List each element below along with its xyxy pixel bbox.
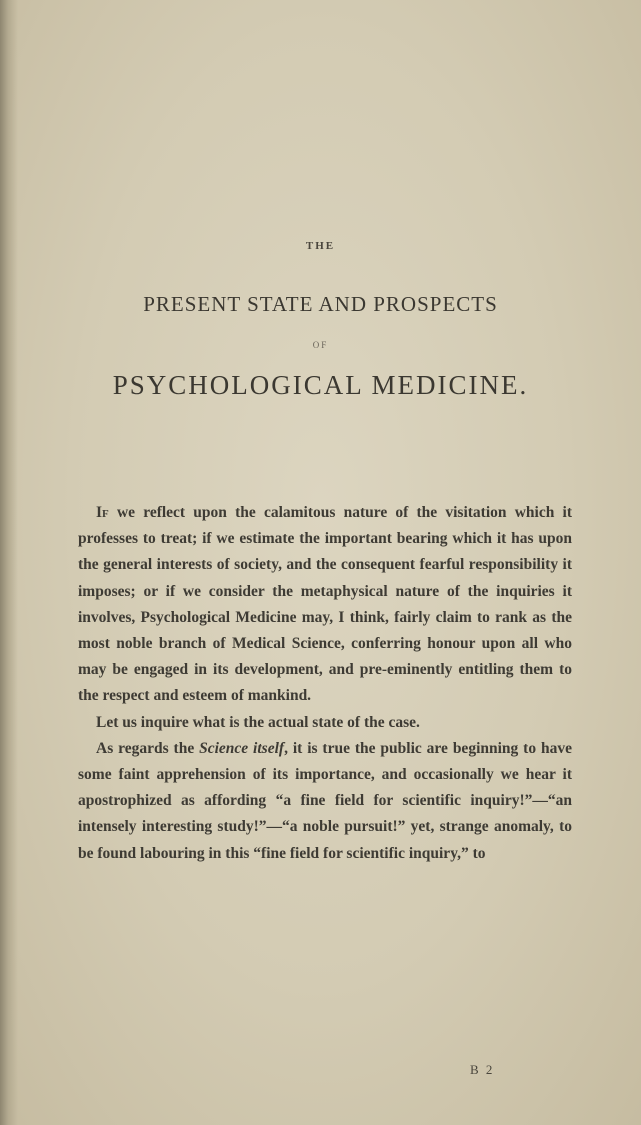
paragraph-3-text-b: , it is true the public are beginning to have some faint apprehension of its importance, and occasionally we hear it apostrophized as affording “a fine field for scientific inquiry!”—“an intensely interesting study!”—“a noble pursuit!” yet, strange anomaly, to be found labouring in this “fine field for scientific inquiry,” to xyxy=(78,739,572,862)
body-text xyxy=(78,500,572,867)
title-the: THE xyxy=(305,240,336,252)
binding-shadow xyxy=(0,0,18,1125)
title-main: PRESENT STATE AND PROSPECTS xyxy=(143,292,498,316)
emphasis-science-itself: Science itself xyxy=(199,739,285,757)
title-of: OF xyxy=(312,340,329,350)
paragraph-1-text: we reflect upon the calamitous nature of the visitation which it professes to treat; if we estimate the important bearing which it has upon the general interests of society, and the consequent fearful responsibility it imposes; or if we consider the metaphysical nature of the inquiries it involves, Psychological Medicine may, I think, fairly claim to rank as the most noble branch of Medical Science, conferring honour upon all who may be engaged in its development, and pre-eminently entitling them to the respect and esteem of mankind. xyxy=(78,504,572,705)
signature-mark: B 2 xyxy=(470,1062,495,1077)
title-subtitle: PSYCHOLOGICAL MEDICINE. xyxy=(112,370,529,400)
title-block xyxy=(0,240,641,401)
paragraph-3 xyxy=(78,736,572,867)
opening-word: If xyxy=(96,504,109,521)
paragraph-1 xyxy=(78,500,572,710)
paragraph-2: Let us inquire what is the actual state of the case. xyxy=(96,713,420,731)
paragraph-3-text-a: As regards the xyxy=(96,739,200,757)
